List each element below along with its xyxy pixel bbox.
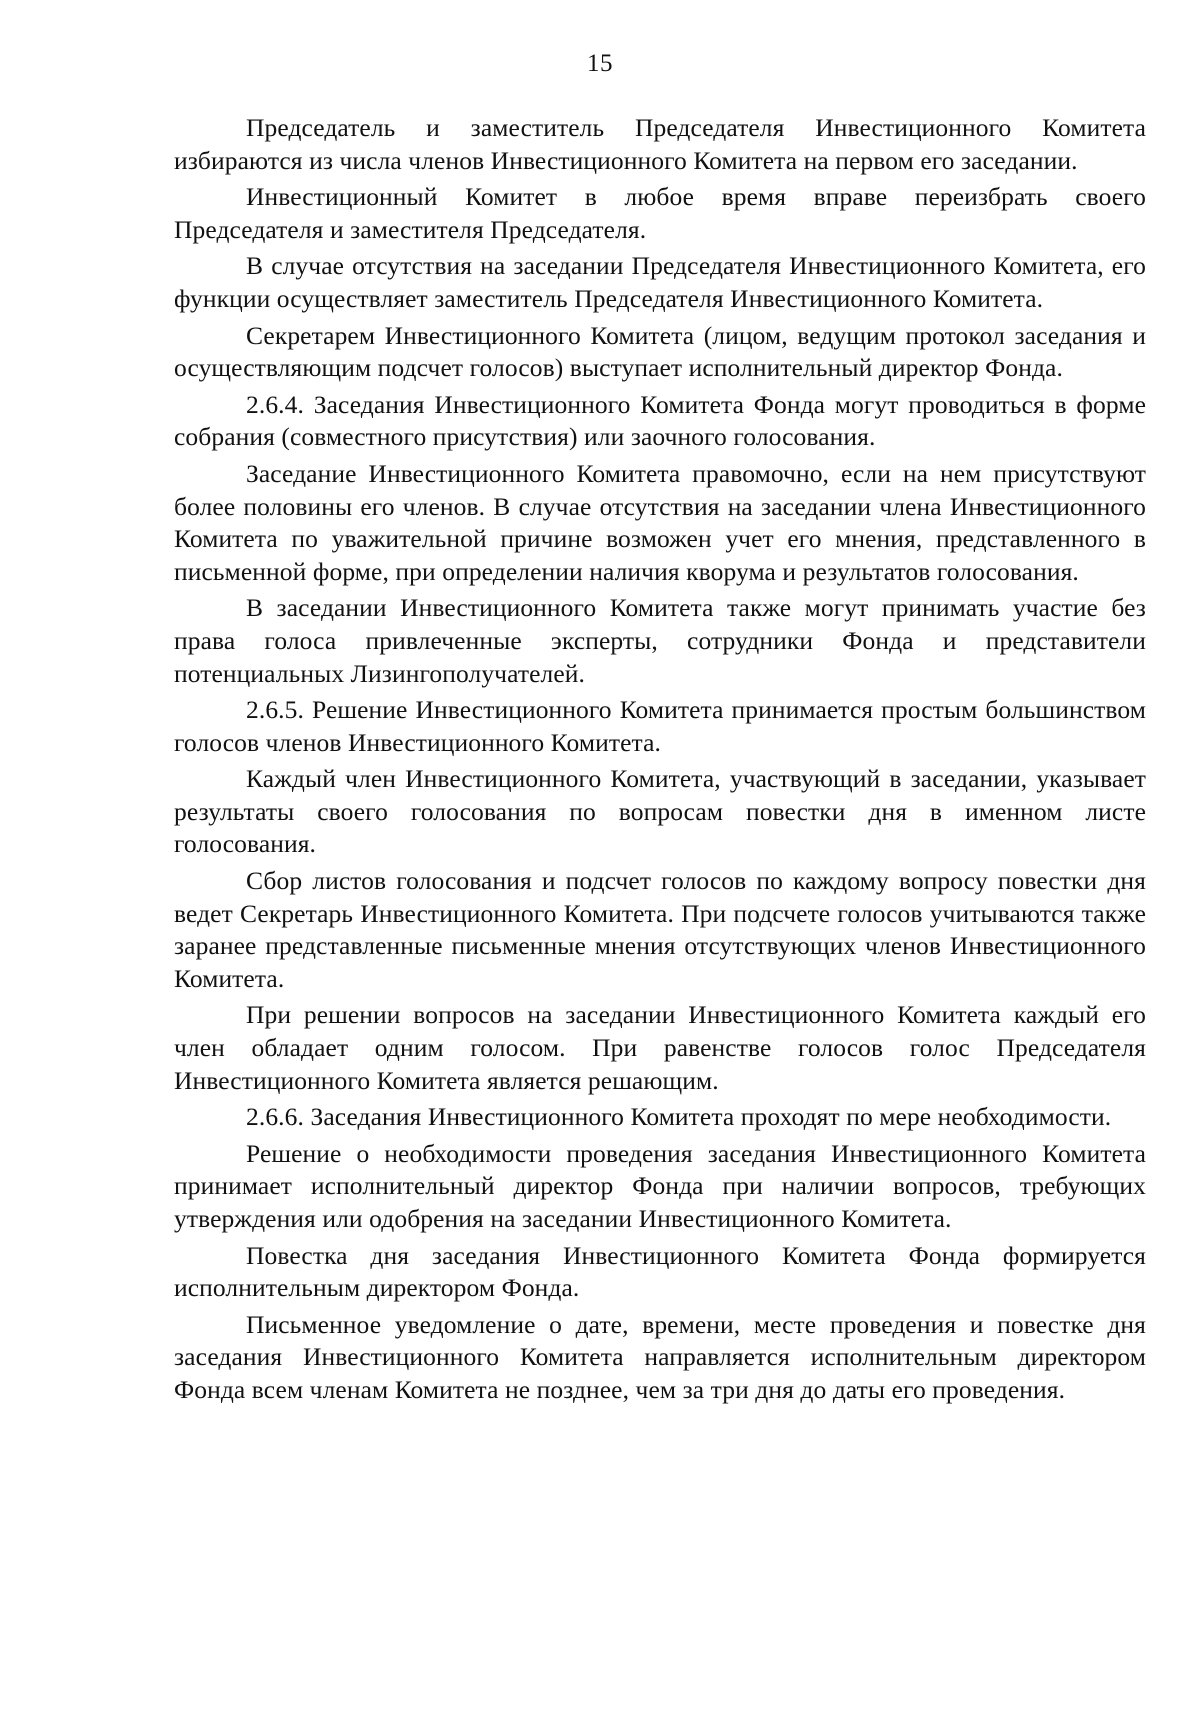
paragraph: 2.6.6. Заседания Инвестиционного Комитета проходят по мере необходимости. xyxy=(246,1102,1112,1132)
paragraph: Инвестиционный Комитет в любое время вправе переизбрать своего Председателя и заместителя Председателя. xyxy=(174,182,1146,244)
paragraph: В заседании Инвестиционного Комитета также могут принимать участие без права голоса привлеченные эксперты, сотрудники Фонда и представители потенциальных Лизингополучателей. xyxy=(174,593,1146,688)
paragraph: Письменное уведомление о дате, времени, месте проведения и повестке дня заседания Инвестиционного Комитета направляется исполнительным директором Фонда всем членам Комитета не позднее, чем за три дня до даты его проведения. xyxy=(174,1309,1146,1404)
paragraph: Председатель и заместитель Председателя Инвестиционного Комитета избираются из числа членов Инвестиционного Комитета на первом его заседании. xyxy=(174,113,1146,175)
paragraph: Каждый член Инвестиционного Комитета, участвующий в заседании, указывает результаты своего голосования по вопросам повестки дня в именном листе голосования. xyxy=(174,764,1146,859)
paragraph: Решение о необходимости проведения заседания Инвестиционного Комитета принимает исполнительный директор Фонда при наличии вопросов, требующих утверждения или одобрения на заседании Инвестиционного Комитета. xyxy=(174,1138,1146,1233)
paragraph: Заседание Инвестиционного Комитета правомочно, если на нем присутствуют более половины его членов. В случае отсутствия на заседании члена Инвестиционного Комитета по уважительной причине возможен учет его мнения, представленного в письменной форме, при определении наличия кворума и результатов голосования. xyxy=(174,458,1146,586)
paragraph: 2.6.4. Заседания Инвестиционного Комитета Фонда могут проводиться в форме собрания (совместного присутствия) или заочного голосования. xyxy=(174,389,1146,452)
paragraph: Сбор листов голосования и подсчет голосов по каждому вопросу повестки дня ведет Секретарь Инвестиционного Комитета. При подсчете голосов учитываются также заранее представленные письменные мнения отсутствующих членов Инвестиционного Комитета. xyxy=(174,866,1146,993)
paragraph: Секретарем Инвестиционного Комитета (лицом, ведущим протокол заседания и осуществляющим подсчет голосов) выступает исполнительный директор Фонда. xyxy=(174,320,1146,383)
paragraph: При решении вопросов на заседании Инвестиционного Комитета каждый его член обладает одним голосом. При равенстве голосов голос Председателя Инвестиционного Комитета является решающим. xyxy=(174,1000,1146,1095)
document-body xyxy=(174,112,1146,1411)
paragraph: 2.6.5. Решение Инвестиционного Комитета принимается простым большинством голосов членов Инвестиционного Комитета. xyxy=(174,695,1146,757)
page-number: 15 xyxy=(587,50,613,77)
paragraph: Повестка дня заседания Инвестиционного Комитета Фонда формируется исполнительным директором Фонда. xyxy=(174,1240,1146,1303)
paragraph: В случае отсутствия на заседании Председателя Инвестиционного Комитета, его функции осуществляет заместитель Председателя Инвестиционного Комитета. xyxy=(174,251,1146,313)
